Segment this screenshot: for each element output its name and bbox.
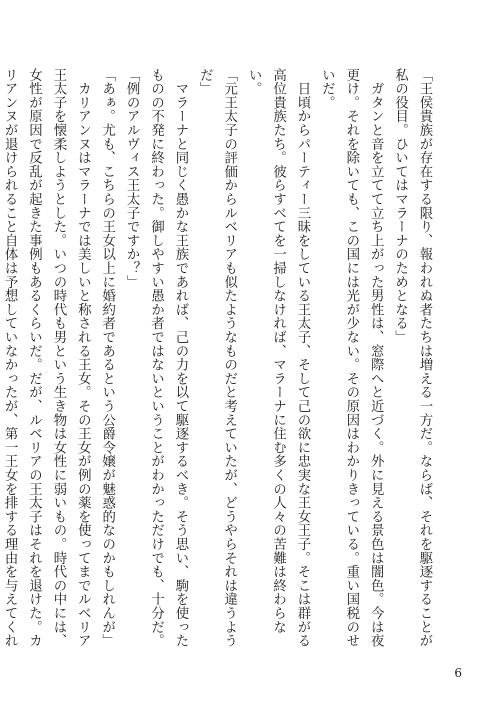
page-number: 6 — [454, 666, 462, 680]
paragraph: 「あぁ。尤も、こちらの王女以上に婚約者であるという公爵令嬢が魅惑的なのかもしれんが」 — [99, 68, 115, 648]
paragraph: マラーナと同じく愚かな王族であれば、己の力を以て駆逐するべき。そう思い、駒を使ったものの不発に終わった。御しやすい愚か者ではないということがわかっただけでも、十分だ。 — [148, 68, 188, 648]
paragraph: ガタンと音を立てて立ち上がった男性は、窓際へと近づく。外に見える景色は闇色。今は夜更け。それを除いても、この国には光が少ない。その原因はわかりきっている。重い国税のせいだ。 — [319, 68, 384, 648]
paragraph: 「元王太子の評価からルベリアも似たようなものだと考えていたが、どうやらそれは違うようだ」 — [197, 68, 237, 648]
paragraph: 「王侯貴族が存在する限り、報われぬ者たちは増える一方だ。ならば、それを駆逐することが私の役目。ひいてはマラーナのためとなる」 — [392, 68, 432, 648]
paragraph: 「例のアルヴィス王太子ですか？」 — [124, 68, 140, 289]
vertical-text-body — [2, 68, 436, 650]
paragraph: 日頃からパーティー三昧をしている王太子、そして己の欲に忠実な王女王子。そこは群がる高位貴族たち。彼らすべてを一掃しなければ、マラーナに住む多くの人々の苦難は終わらない。 — [246, 68, 310, 648]
paragraph: カリアンヌはマラーナでは美しいと称される王女。その王女が例の薬を使ってまでルベリア王太子を懐柔しようとした。いつの時代も男という生き物は女性に弱いもの。時代の中には、女性が原因で反乱が起きた事例もあるくらいだ。だが、ルベリアの王太子はそれを退けた。カリアンヌが退けられること自体は予想していなかったが、第一王女を排する理由を与えてくれ — [2, 68, 91, 648]
